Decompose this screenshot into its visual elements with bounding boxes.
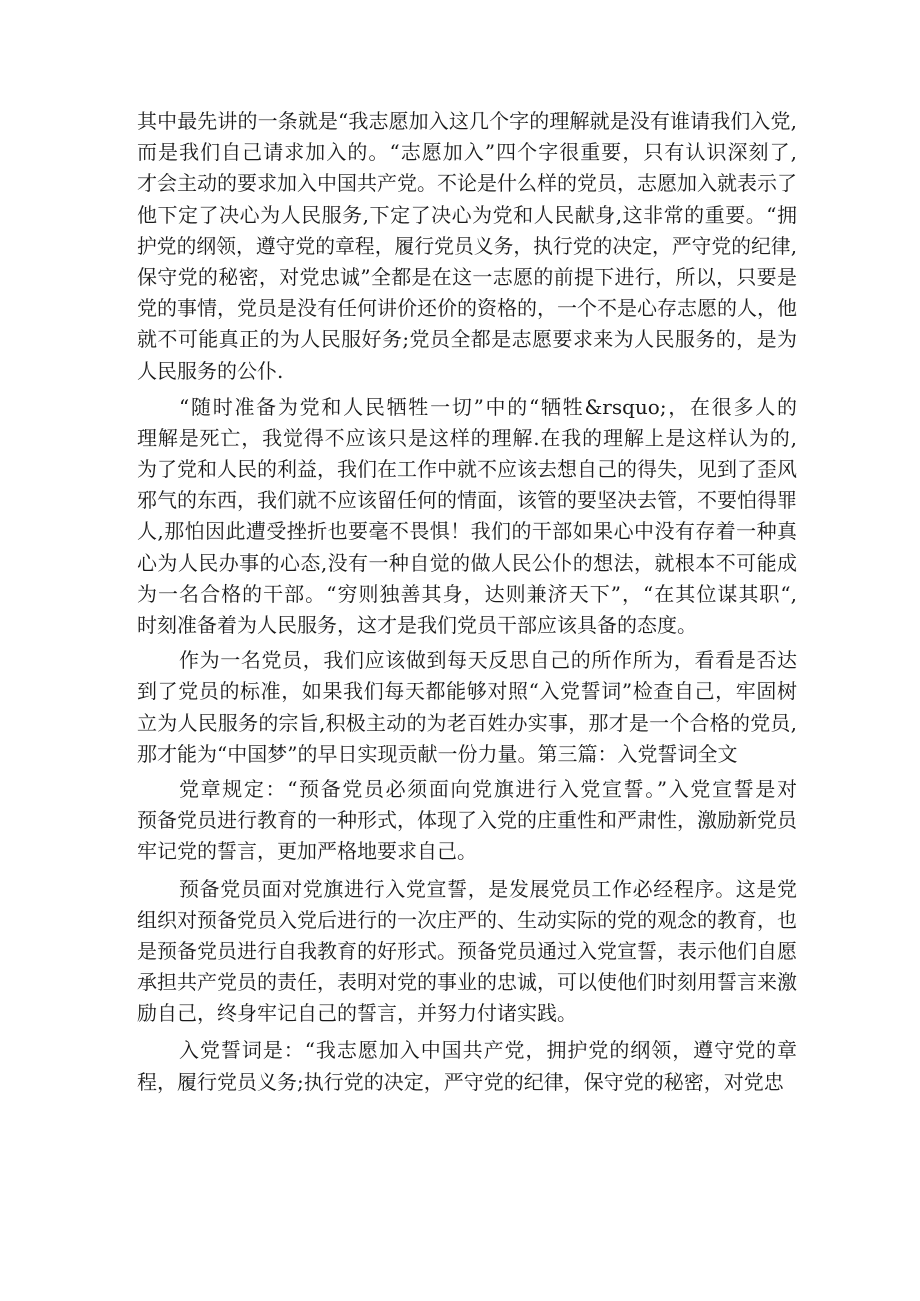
- document-body: [137, 106, 797, 1098]
- text-line: 组织对预备党员入党后进行的一次庄严的、生动实际的党的观念的教育，也: [137, 907, 797, 932]
- text-line: 时刻准备着为人民服务，这才是我们党员干部应该具备的态度。: [137, 613, 697, 637]
- text-line: 承担共产党员的责任，表明对党的事业的忠诚，可以使他们时刻用誓言来激: [137, 970, 797, 995]
- text-line: 为了党和人民的利益，我们在工作中就不应该去想自己的得失，见到了歪风: [137, 457, 797, 482]
- text-line: 护党的纲领，遵守党的章程，履行党员义务，执行党的决定，严守党的纪律,: [137, 234, 797, 258]
- text-line: 保守党的秘密，对党忠诚”全都是在这一志愿的前提下进行，所以，只要是: [137, 264, 797, 289]
- text-line: 而是我们自己请求加入的。“志愿加入”四个字很重要，只有认识深刻了,: [137, 140, 797, 165]
- text-line: 就不可能真正的为人民服好务;党员全都是志愿要求来为人民服务的，是为: [137, 327, 797, 352]
- text-line: 党章规定：“预备党员必须面向党旗进行入党宣誓。”入党宣誓是对: [179, 776, 797, 801]
- text-line: 为一名合格的干部。“穷则独善其身，达则兼济天下”，“在其位谋其职“,: [137, 581, 797, 606]
- text-line: 预备党员进行教育的一种形式，体现了入党的庄重性和严肃性，激励新党员: [137, 808, 797, 833]
- text-line: 才会主动的要求加入中国共产党。不论是什么样的党员，志愿加入就表示了: [137, 171, 797, 196]
- paragraph: [137, 645, 797, 770]
- text-line: 立为人民服务的宗旨,积极主动的为老百姓办实事，那才是一个合格的党员,: [137, 710, 797, 735]
- text-line: 理解是死亡，我觉得不应该只是这样的理解.在我的理解上是这样认为的,: [137, 425, 797, 450]
- paragraph: [137, 774, 797, 868]
- text-line: 作为一名党员，我们应该做到每天反思自己的所作所为，看看是否达: [179, 648, 797, 673]
- text-line: 预备党员面对党旗进行入党宣誓，是发展党员工作必经程序。这是党: [179, 876, 797, 901]
- text-line: 励自己，终身牢记自己的誓言，并努力付诸实践。: [137, 1001, 577, 1026]
- text-line: 其中最先讲的一条就是“我志愿加入这几个字的理解就是没有谁请我们入党,: [137, 109, 797, 133]
- text-line: “随时准备为党和人民牺牲一切”中的“牺牲&rsquo;，在很多人的: [179, 394, 797, 419]
- text-line: 牢记党的誓言，更加严格地要求自己。: [137, 839, 477, 864]
- text-line: 他下定了决心为人民服务,下定了决心为党和人民献身,这非常的重要。“拥: [137, 202, 797, 227]
- text-line: 到了党员的标准，如果我们每天都能够对照“入党誓词”检查自己，牢固树: [137, 679, 797, 704]
- paragraph: [137, 874, 797, 1030]
- text-line: 入党誓词是：“我志愿加入中国共产党，拥护党的纲领，遵守党的章: [179, 1038, 797, 1063]
- text-line: 那才能为“中国梦”的早日实现贡献一份力量。第三篇：入党誓词全文: [137, 741, 738, 766]
- text-line: 心为人民办事的心态,没有一种自觉的做人民公仆的想法，就根本不可能成: [137, 550, 797, 575]
- paragraph: [137, 392, 797, 642]
- text-line: 党的事情，党员是没有任何讲价还价的资格的，一个不是心存志愿的人，他: [137, 296, 797, 321]
- text-line: 是预备党员进行自我教育的好形式。预备党员通过入党宣誓，表示他们自愿: [137, 938, 797, 963]
- text-line: 人民服务的公仆.: [137, 358, 284, 383]
- text-line: 邪气的东西，我们就不应该留任何的情面，该管的要坚决去管，不要怕得罪: [137, 488, 797, 513]
- paragraph: [137, 1035, 797, 1097]
- text-line: 人,那怕因此遭受挫折也要毫不畏惧！我们的干部如果心中没有存着一种真: [137, 519, 797, 544]
- text-line: 程，履行党员义务;执行党的决定，严守党的纪律，保守党的秘密，对党忠: [137, 1069, 784, 1094]
- paragraph: [137, 106, 797, 387]
